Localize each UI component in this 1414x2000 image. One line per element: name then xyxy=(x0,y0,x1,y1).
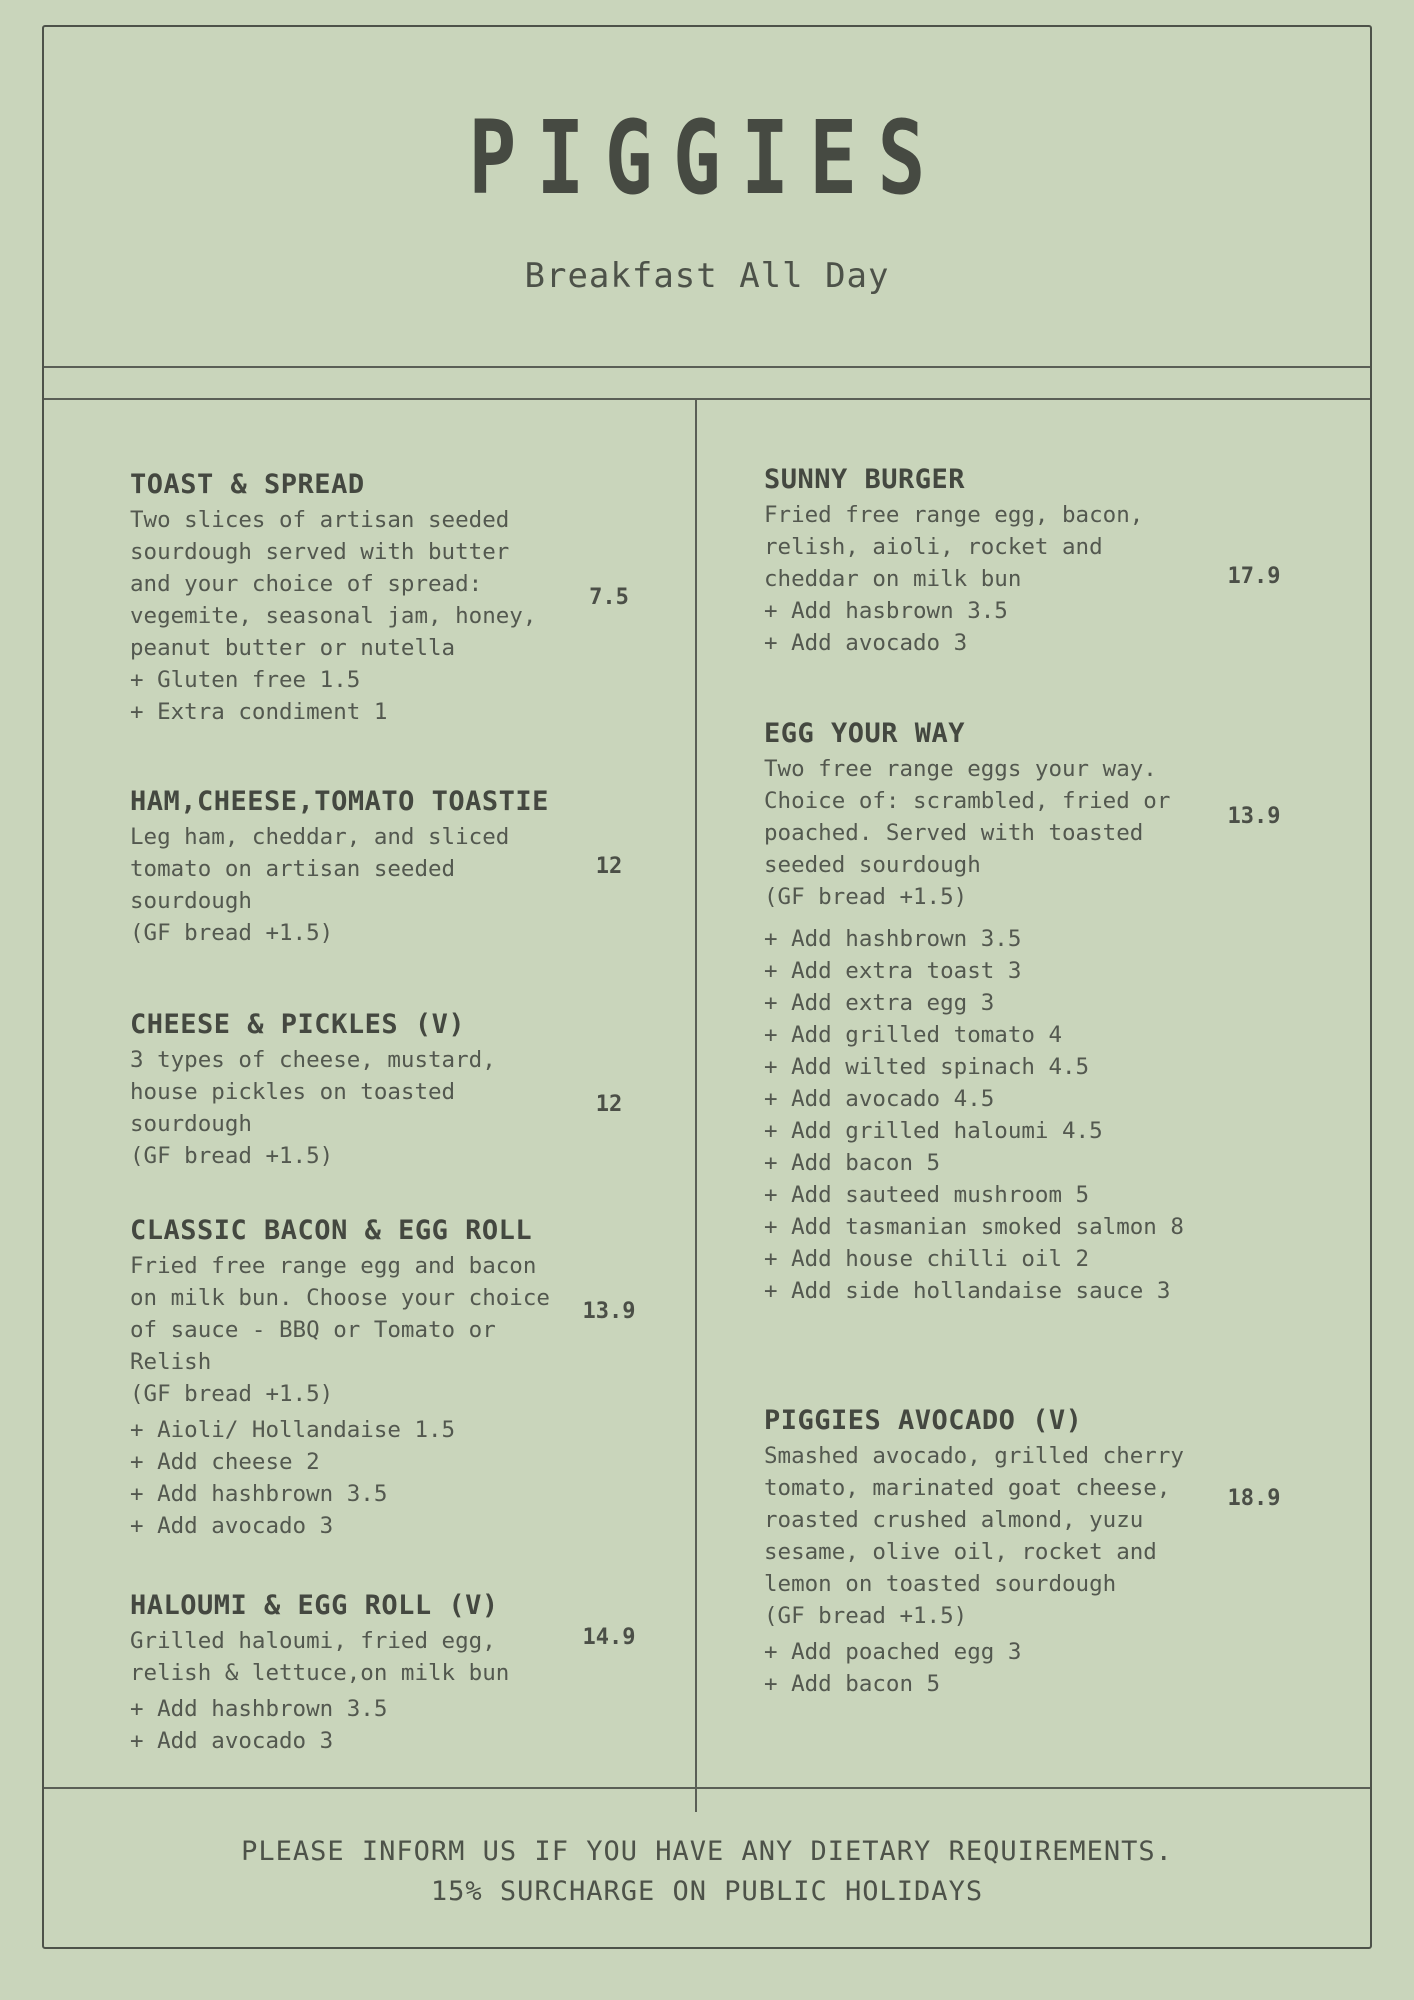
addon-line: + Add sauteed mushroom 5 xyxy=(764,1182,1090,1208)
item-price: 17.9 xyxy=(1227,564,1281,589)
item-name: SUNNY BURGER xyxy=(764,464,966,495)
addon-line: + Add avocado 3 xyxy=(130,1513,334,1539)
addon-line: + Add extra egg 3 xyxy=(764,990,995,1016)
addon-line: + Add poached egg 3 xyxy=(764,1639,1022,1665)
item-description: Fried free range egg, bacon, relish, aioli, rocket and cheddar on milk bun xyxy=(764,502,1144,592)
addon-line: + Add grilled haloumi 4.5 xyxy=(764,1118,1103,1144)
menu-item-cheese-pickles xyxy=(130,1008,610,1172)
item-name: HAM,CHEESE,TOMATO TOASTIE xyxy=(130,786,549,817)
surcharge-notice: 15% SURCHARGE ON PUBLIC HOLIDAYS xyxy=(430,1876,984,1907)
item-name: HALOUMI & EGG ROLL (V) xyxy=(130,1590,499,1621)
addon-line: + Add side hollandaise sauce 3 xyxy=(764,1278,1171,1304)
addon-line: + Gluten free 1.5 xyxy=(130,667,361,693)
item-description: Two free range eggs your way. Choice of: scrambled, fried or poached. Served with toasted seeded sourdough (GF bread +1.5) xyxy=(764,756,1171,910)
item-description: Two slices of artisan seeded sourdough served with butter and your choice of spread: vegemite, seasonal jam, honey, peanut butter or nutella xyxy=(130,507,537,661)
addon-line: + Add avocado 3 xyxy=(764,630,968,656)
footer-divider xyxy=(44,1787,1370,1789)
addon-line: + Add cheese 2 xyxy=(130,1449,320,1475)
addon-line: + Add hashbrown 3.5 xyxy=(130,1696,388,1722)
menu-item-bacon-egg-roll xyxy=(130,1214,610,1542)
menu-item-haloumi-egg-roll xyxy=(130,1589,610,1757)
addon-line: + Add hasbrown 3.5 xyxy=(764,598,1008,624)
item-addons xyxy=(130,1414,610,1542)
item-addons xyxy=(130,1693,610,1757)
addon-line: + Add extra toast 3 xyxy=(764,958,1022,984)
item-name: PIGGIES AVOCADO (V) xyxy=(764,1405,1083,1436)
addon-line: + Add tasmanian smoked salmon 8 xyxy=(764,1214,1184,1240)
column-divider xyxy=(695,399,697,1812)
item-description: Fried free range egg and bacon on milk bun. Choose your choice of sauce - BBQ or Tomato or Relish (GF bread +1.5) xyxy=(130,1253,550,1407)
dietary-notice: PLEASE INFORM US IF YOU HAVE ANY DIETARY REQUIREMENTS. xyxy=(241,1836,1173,1867)
item-price: 7.5 xyxy=(589,585,629,610)
restaurant-subtitle: Breakfast All Day xyxy=(524,256,890,296)
addon-line: + Add hashbrown 3.5 xyxy=(130,1481,388,1507)
addon-line: + Add avocado 3 xyxy=(130,1728,334,1754)
header-divider-bottom xyxy=(44,398,1370,400)
item-name: CLASSIC BACON & EGG ROLL xyxy=(130,1215,533,1246)
item-addons xyxy=(764,595,1244,659)
item-addons xyxy=(130,664,610,728)
addon-line: + Add bacon 5 xyxy=(764,1671,941,1697)
item-price: 13.9 xyxy=(582,1299,636,1324)
item-description: Leg ham, cheddar, and sliced tomato on artisan seeded sourdough (GF bread +1.5) xyxy=(130,824,510,946)
menu-item-piggies-avocado xyxy=(764,1404,1244,1700)
addon-line: + Aioli/ Hollandaise 1.5 xyxy=(130,1417,456,1443)
item-name: CHEESE & PICKLES (V) xyxy=(130,1009,466,1040)
menu-item-egg-your-way xyxy=(764,717,1244,1307)
item-price: 13.9 xyxy=(1227,804,1281,829)
item-price: 14.9 xyxy=(582,1625,636,1650)
addon-line: + Add house chilli oil 2 xyxy=(764,1246,1090,1272)
item-price: 12 xyxy=(595,1092,623,1117)
item-description: 3 types of cheese, mustard, house pickles on toasted sourdough (GF bread +1.5) xyxy=(130,1047,496,1169)
addon-line: + Add avocado 4.5 xyxy=(764,1086,995,1112)
item-name: TOAST & SPREAD xyxy=(130,469,365,500)
footer-notice xyxy=(0,1832,1414,1912)
restaurant-title: PIGGIES xyxy=(468,99,946,218)
header-divider-top xyxy=(44,366,1370,368)
item-description: Grilled haloumi, fried egg, relish & lettuce,on milk bun xyxy=(130,1628,510,1686)
menu-item-sunny-burger xyxy=(764,463,1244,659)
addon-line: + Extra condiment 1 xyxy=(130,699,388,725)
item-price: 18.9 xyxy=(1227,1486,1281,1511)
menu-item-toast-spread xyxy=(130,468,610,728)
addon-line: + Add hashbrown 3.5 xyxy=(764,926,1022,952)
item-name: EGG YOUR WAY xyxy=(764,718,966,749)
addon-line: + Add grilled tomato 4 xyxy=(764,1022,1063,1048)
item-description: Smashed avocado, grilled cherry tomato, marinated goat cheese, roasted crushed almond, yuzu sesame, olive oil, rocket and lemon on toasted sourdough (GF bread +1.5) xyxy=(764,1443,1184,1629)
addon-line: + Add bacon 5 xyxy=(764,1150,941,1176)
item-price: 12 xyxy=(595,854,623,879)
item-addons xyxy=(764,923,1244,1307)
addon-line: + Add wilted spinach 4.5 xyxy=(764,1054,1090,1080)
item-addons xyxy=(764,1636,1244,1700)
